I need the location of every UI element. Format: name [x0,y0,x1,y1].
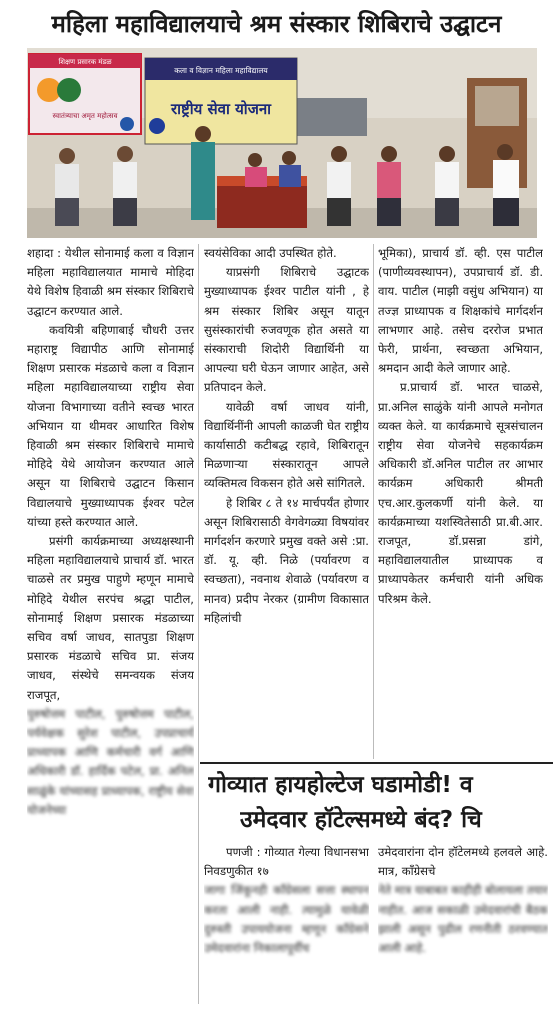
paragraph: यावेळी वर्षा जाधव यांनी, विद्यार्थिनींनी आपली काळजी घेत राष्ट्रीय कार्यासाठी कटीबद्ध रहावे, शिबिरातून मिळणाऱ्या संस्कारातून आपले व्यक्तिमत्व विकसन होते असे सांगितले. [204,399,369,491]
paragraph-blurred: नेते मात्र याबाबत काहीही बोलायला तयार नाहीत. आज सकाळी उमेदवारांची बैठक झाली असून पुढील रणनीती ठरवण्यात आली आहे. [378,883,548,956]
paragraph: याप्रसंगी शिबिराचे उद्घाटक मुख्याध्यापक ईश्वर पाटील यांनी , हे श्रम संस्कार शिबिर असून यातून सुसंस्कारांची रुजवणूक होत असते या संस्काराची शिदोरी विद्यार्थिनी या आपल्या घरी घेऊन जाणार आहेत, असे प्रतिपादन केले. [204,265,369,395]
second-story-headline-line1: गोव्यात हायहोल्टेज घडामोडी! व [208,772,473,798]
paragraph: प्रसंगी कार्यक्रमाच्या अध्यक्षस्थानी महिला महाविद्यालयाचे प्राचार्य डॉ. भारत चाळसे तर प्रमुख पाहुणे म्हणून मामाचे मोहिदे येथील सरपंच श्रद्धा पाटील, सोनामाई शिक्षण प्रसारक मंडळाच्या सचिव वर्षा जाधव, सातपुडा शिक्षण प्रसारक मंडळाचे सचिव प्रा. संजय जाधव, संस्थेचे समन्वयक संजय राजपूत, [27,534,194,702]
paragraph: शहादा : येथील सोनामाई कला व विज्ञान महिला महाविद्यालयात मामाचे मोहिदा येथे विशेष हिवाळी श्रम संस्कार शिबिराचे उद्घाटन करण्यात आले. [27,246,194,318]
banner-left-line1: शिक्षण प्रसारक मंडळ [58,58,112,66]
paragraph: स्वयंसेविका आदी उपस्थित होते. [204,246,337,260]
event-photo-illustration [27,48,537,238]
banner-left-line2: स्वातंत्र्याचा अमृत महोत्सव [52,112,118,120]
headline: महिला महाविद्यालयाचे श्रम संस्कार शिबिराचे उद्घाटन [51,9,502,38]
story-divider [200,762,553,764]
second-story-column-1 [204,843,369,1030]
paragraph: उमेदवारांना दोन हॉटेलमध्ये हलवले आहे. मात्र, काँग्रेसचे [378,845,548,879]
paragraph-blurred: जागा जिंकूनही काँग्रेसला सत्ता स्थापन करता आली नाही. त्यामुळे यावेळी दुरुस्ती उपाययोजना म्हणून काँग्रेसने उमेदवारांना निकालापूर्वीच [204,883,369,956]
second-story-headline-line2: उमेदवार हॉटेल्समध्ये बंद? चि [240,807,482,833]
paragraph: पणजी : गोव्यात गेल्या विधानसभा निवडणुकीत १७ [204,845,369,879]
event-photo [27,48,537,238]
column-rule [373,244,374,759]
article-column-1 [27,244,194,1004]
article-column-2 [204,244,369,759]
paragraph: हे शिबिर ८ ते १४ मार्चपर्यंत होणार असून शिबिरासाठी वेगवेगळ्या विषयांवर मार्गदर्शन करणारे प्रमुख वक्ते असे :प्रा. डॉ. यू. व्ही. निळे (पर्यावरण व स्वच्छता), नवनाथ शेवाळे (पर्यावरण व मानव) प्रदीप नेरकर (ग्रामीण विकासात महिलांची [204,495,369,625]
paragraph-blurred: पुरुषोत्तम पाटील, पुरुषोत्तम पाटील, पर्यवेक्षक सुरेश पाटील, उपप्राचार्य प्राध्यापक आणि कर्मचारी वर्ग आणि अधिकारी डॉ. हार्दिक पटेल, प्रा. अनिल साळुंके यांच्यासह प्राध्यापक, राष्ट्रीय सेवा योजनेच्या [27,706,194,817]
paragraph: प्र.प्राचार्य डॉ. भारत चाळसे, प्रा.अनिल साळुंके यांनी आपले मनोगत व्यक्त केले. या कार्यक्रमाचे सूत्रसंचालन राष्ट्रीय सेवा योजनेचे सहकार्यक्रम अधिकारी डॉ.अनिल पाटील तर आभार कार्यक्रम अधिकारी श्रीमती एच.आर.कुलकर्णी यांनी केले. या कार्यक्रमाच्या यशस्वितेसाठी प्रा.बी.आर. राजपूत, डॉ.प्रसन्ना डांगे, महाविद्यालयातील प्राध्यापक व प्राध्यापकेतर कर्मचारी यांनी अधिक परिश्रम केले. [378,380,543,606]
paragraph: कवयित्री बहिणाबाई चौधरी उत्तर महाराष्ट्र विद्यापीठ आणि सोनामाई शिक्षण प्रसारक मंडळाचे कला व विज्ञान महिला महाविद्यालयाच्या राष्ट्रीय सेवा योजना विभागाच्या वतीने स्वच्छ भारत अभियान या थीमवर आधारित विशेष हिवाळी श्रम संस्कार शिबिराचे मामाचे मोहिदे येथे आयोजन करण्यात आले असून या शिबिराचे उद्घाटन किसान विद्यालयाचे मुख्याध्यापक ईश्वर पटेल यांच्या हस्ते करण्यात आले. [27,322,194,529]
paragraph: भूमिका), प्राचार्य डॉ. व्ही. एस पाटील (पाणीव्यवस्थापन), उपप्राचार्य डॉ. डी. वाय. पाटील (माझी वसुंध अभियान) या तज्ज्ञ प्राध्यापक व शिक्षकांचे मार्गदर्शन लाभणार आहे. तसेच दररोज प्रभात फेरी, प्रार्थना, स्वच्छता अभियान, श्रमदान आदी केले जाणार आहे. [378,246,543,376]
article-column-3 [378,244,543,759]
column-rule [198,244,199,1004]
banner-center-main: राष्ट्रीय सेवा योजना [170,100,272,118]
second-story-column-2 [378,843,548,1030]
banner-center-top: कला व विज्ञान महिला महाविद्यालय [174,66,268,75]
